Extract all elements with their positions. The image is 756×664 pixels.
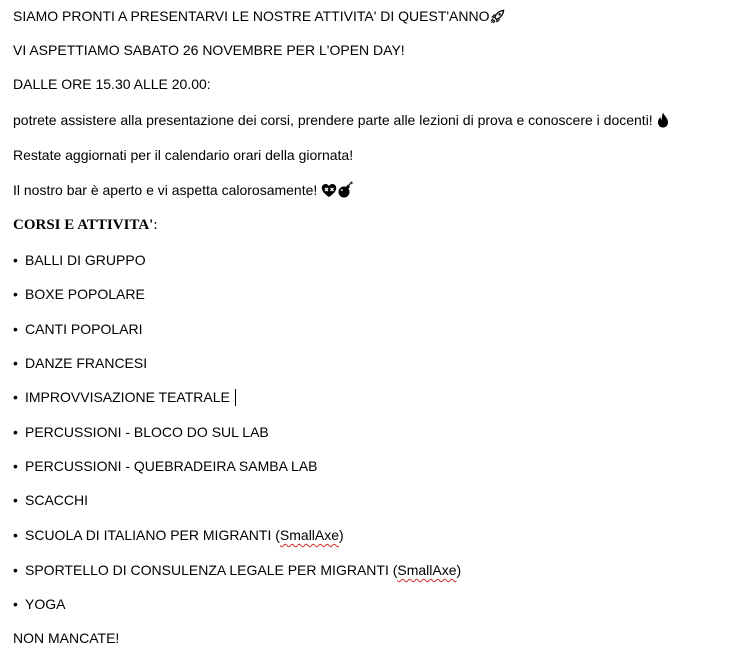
- fire-icon: [657, 112, 669, 132]
- close-paren: ): [339, 527, 344, 543]
- bullet: •: [13, 355, 18, 371]
- course-label: YOGA: [25, 596, 66, 612]
- spellcheck-word[interactable]: SmallAxe: [279, 527, 340, 543]
- paragraph-intro: [13, 7, 505, 25]
- bullet: •: [13, 389, 18, 405]
- bomb-icon: [337, 181, 353, 202]
- bullet: •: [13, 596, 18, 612]
- paragraph-presentation: [13, 111, 669, 129]
- course-item: [13, 457, 318, 475]
- bullet: •: [13, 458, 18, 474]
- heart-icon: [321, 183, 337, 202]
- close-paren: ): [456, 562, 462, 578]
- course-item: [13, 354, 147, 372]
- courses-heading-text: CORSI E ATTIVITA': [13, 217, 154, 233]
- text-cursor: [235, 389, 236, 406]
- course-label: PERCUSSIONI - BLOCO DO SUL LAB: [25, 424, 269, 440]
- presentation-text: potrete assistere alla presentazione dei corsi, prendere parte alle lezioni di prova e conoscere i docenti!: [13, 112, 653, 128]
- course-label: PERCUSSIONI - QUEBRADEIRA SAMBA LAB: [25, 458, 318, 474]
- course-item: [13, 491, 88, 509]
- bullet: •: [13, 492, 18, 508]
- paragraph-open-day: VI ASPETTIAMO SABATO 26 NOVEMBRE PER L'OPEN DAY!: [13, 42, 405, 58]
- courses-heading: [13, 216, 158, 234]
- course-item: [13, 251, 146, 269]
- bar-text: Il nostro bar è aperto e vi aspetta calorosamente!: [13, 182, 318, 198]
- course-label: CANTI POPOLARI: [25, 321, 143, 337]
- paragraph-hours: DALLE ORE 15.30 ALLE 20.00:: [13, 76, 211, 92]
- bullet: •: [13, 286, 18, 302]
- paragraph-calendar: Restate aggiornati per il calendario orari della giornata!: [13, 147, 354, 163]
- courses-heading-colon: :: [153, 217, 158, 233]
- spellcheck-word[interactable]: SmallAxe: [397, 562, 457, 578]
- course-item: [13, 595, 65, 613]
- course-item: [13, 423, 269, 441]
- bullet: •: [13, 321, 18, 337]
- bullet: •: [13, 424, 18, 440]
- paragraph-bar: [13, 181, 353, 199]
- course-item: [13, 285, 145, 303]
- course-label: SPORTELLO DI CONSULENZA LEGALE PER MIGRANTI (: [25, 562, 398, 578]
- course-item: [13, 526, 344, 544]
- course-item: [13, 388, 236, 406]
- bullet: •: [13, 562, 18, 578]
- bullet: •: [13, 252, 18, 268]
- course-label: DANZE FRANCESI: [25, 355, 148, 371]
- intro-text: SIAMO PRONTI A PRESENTARVI LE NOSTRE ATTIVITA' DI QUEST'ANNO: [13, 8, 490, 24]
- course-label: IMPROVVISAZIONE TEATRALE: [25, 389, 230, 405]
- course-label: BALLI DI GRUPPO: [25, 252, 146, 268]
- course-item: [13, 561, 461, 579]
- course-item: [13, 320, 142, 338]
- paragraph-closing: NON MANCATE!: [13, 630, 120, 646]
- course-label: BOXE POPOLARE: [25, 286, 145, 302]
- course-label: SCUOLA DI ITALIANO PER MIGRANTI (: [25, 527, 280, 543]
- rocket-icon: [490, 9, 505, 28]
- course-label: SCACCHI: [25, 492, 89, 508]
- bullet: •: [13, 527, 18, 543]
